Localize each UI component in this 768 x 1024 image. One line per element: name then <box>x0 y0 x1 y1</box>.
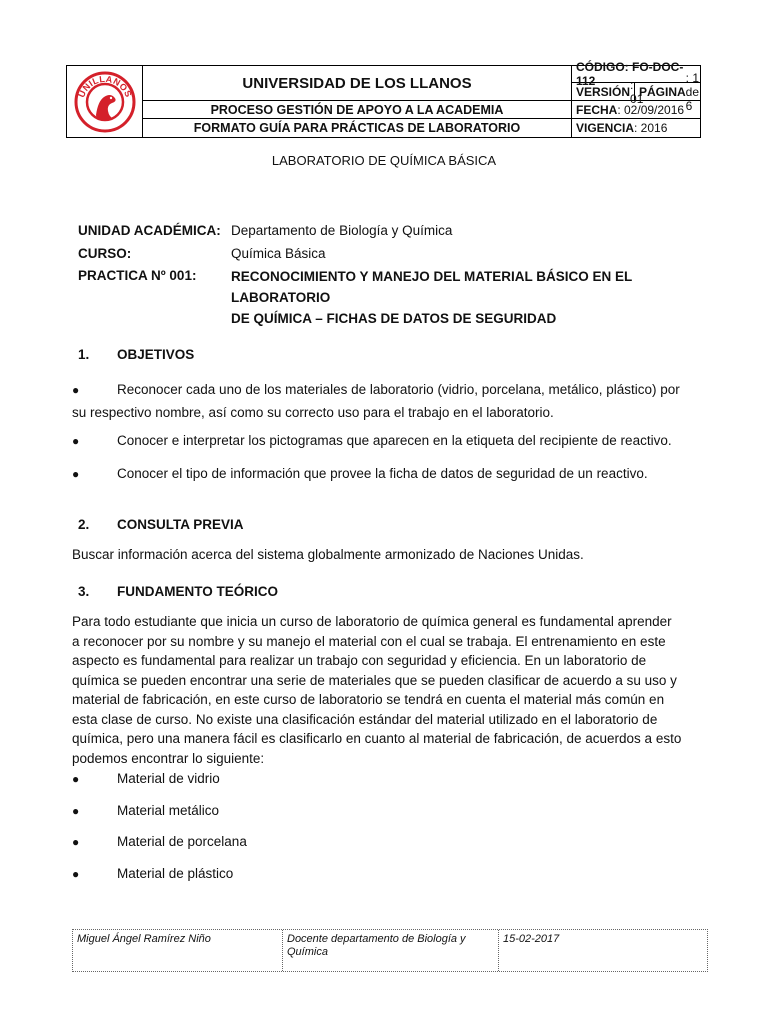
footer-author: Miguel Ángel Ramírez Niño <box>73 930 283 971</box>
section-2-title: CONSULTA PREVIA <box>117 517 244 532</box>
section-3-title: FUNDAMENTO TEÓRICO <box>117 584 278 599</box>
material-item: Material de porcelana <box>117 834 247 849</box>
bullet-icon: ● <box>72 434 80 448</box>
version-field: VERSIÓN : 01 <box>572 83 635 100</box>
practice-title: RECONOCIMIENTO Y MANEJO DEL MATERIAL BÁSICO EN EL LABORATORIO DE QUÍMICA – FICHAS DE DATOS DE SEGURIDAD <box>231 269 633 326</box>
bullet-icon: ● <box>72 835 80 849</box>
process-name: PROCESO GESTIÓN DE APOYO A LA ACADEMIA <box>143 101 571 119</box>
footer-date: 15-02-2017 <box>503 933 560 945</box>
material-item: Material metálico <box>117 803 220 818</box>
logo-cell <box>67 66 143 137</box>
course-value: Química Básica <box>231 246 326 261</box>
header-middle <box>143 66 572 137</box>
practice-label: PRACTICA Nº 001: <box>78 268 197 283</box>
section-2-text: Buscar información acerca del sistema globalmente armonizado de Naciones Unidas. <box>72 547 584 562</box>
objective-2: Conocer e interpretar los pictogramas que aparecen en la etiqueta del recipiente de reactivo. <box>117 433 672 448</box>
lab-title: LABORATORIO DE QUÍMICA BÁSICA <box>271 153 497 168</box>
section-2-number: 2. <box>78 517 90 532</box>
section-3-number: 3. <box>78 584 90 599</box>
objective-3: Conocer el tipo de información que provee la ficha de datos de seguridad de un reactivo. <box>117 466 648 481</box>
bullet-icon: ● <box>72 867 80 881</box>
course-label: CURSO: <box>78 246 132 261</box>
university-name: UNIVERSIDAD DE LOS LLANOS <box>143 66 571 101</box>
logo-text: UNILLANOS <box>75 73 134 99</box>
material-item: Material de plástico <box>117 866 234 881</box>
date-field: FECHA : 02/09/2016 <box>572 101 700 119</box>
bullet-icon: ● <box>72 467 80 481</box>
material-item: Material de vidrio <box>117 771 220 786</box>
bullet-icon: ● <box>72 383 80 397</box>
section-1-title: OBJETIVOS <box>117 347 195 362</box>
unit-label: UNIDAD ACADÉMICA: <box>78 223 221 238</box>
svg-text:UNILLANOS <box>76 73 134 98</box>
validity-field: VIGENCIA : 2016 <box>576 121 668 135</box>
page-field: PÁGINA : 1 de 6 <box>639 70 700 113</box>
header-meta <box>572 60 700 137</box>
section-1-number: 1. <box>78 347 90 362</box>
document-footer <box>72 929 708 972</box>
bullet-icon: ● <box>72 772 80 786</box>
objective-1-line-2: su respectivo nombre, así como su correcto uso para el trabajo en el laboratorio. <box>72 405 554 420</box>
university-logo-icon <box>74 71 136 133</box>
unit-value: Departamento de Biología y Química <box>231 223 453 238</box>
bullet-icon: ● <box>72 804 80 818</box>
objective-1-line-1: Reconocer cada uno de los materiales de laboratorio (vidrio, porcelana, metálico, plástico) por <box>117 382 680 397</box>
format-name: FORMATO GUÍA PARA PRÁCTICAS DE LABORATORIO <box>193 121 521 135</box>
document-header-table <box>66 60 701 138</box>
section-3-paragraph: Para todo estudiante que inicia un curso de laboratorio de química general es fundamental aprender a reconocer por su nombre y su manejo el material con el cual se trabaja. El entrenamiento en este aspecto es fundamental para realizar un trabajo con seguridad y eficiencia. En un laboratorio de química se pueden encontrar una serie de materiales que se pueden clasificar de acuerdo a su uso y material de fabricación, en este curso de laboratorio se tendrá en cuenta el material más común en esta clase de curso. No existe una clasificación estándar del material utilizado en el laboratorio de química, pero una manera fácil es clasificarlo en cuanto al material de fabricación, de acuerdos a esto podemos encontrar lo siguiente: <box>72 614 682 766</box>
code-field: CÓDIGO: FO-DOC-112 <box>572 66 700 83</box>
footer-role: Docente departamento de Biología y Química <box>283 930 499 971</box>
